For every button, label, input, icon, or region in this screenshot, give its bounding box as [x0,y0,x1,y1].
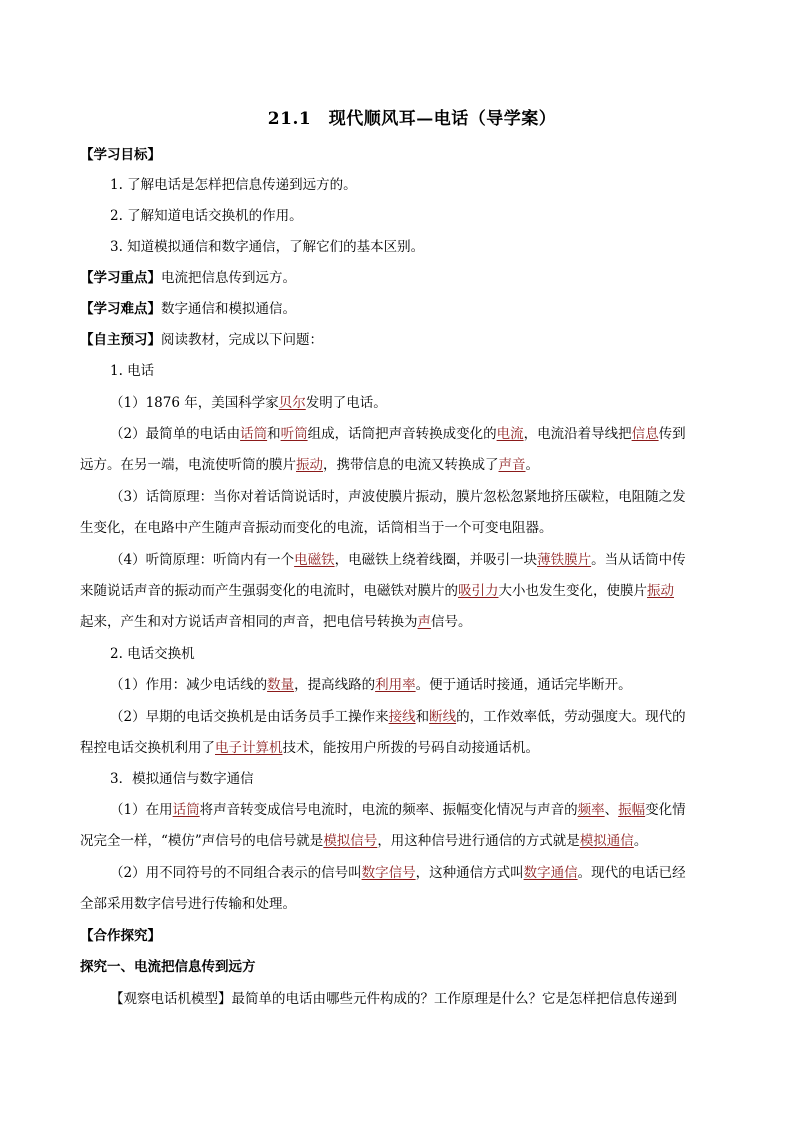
text-run: （1）1876 年，美国科学家 [110,395,279,411]
paragraph-line [110,863,686,883]
paragraph-line: 生变化，在电路中产生随声音振动而变化的电流，话筒相当于一个可变电阻器。 [80,520,553,536]
text-run: （1）作用：减少电话线的 [110,677,268,693]
answer-text: 断线 [429,709,457,725]
text-run: 况完全一样，“模仿”声信号的电信号就是 [80,833,324,849]
answer-text: 贝尔 [278,395,306,411]
text-run: （4）听筒原理：听筒内有一个 [110,552,295,568]
text-run: ，这种通信方式叫 [415,865,524,881]
answer-text: 频率 [577,802,605,818]
text-run: 。当从话筒中传 [591,552,686,568]
text-run: （2）早期的电话交换机是由话务员手工操作来 [110,709,389,725]
answer-text: 振幅 [618,802,646,818]
text-run: 发明了电话。 [305,395,387,411]
answer-text: 模拟信号 [323,833,378,849]
text-run: ，用这种信号进行通信的方式就是 [377,833,580,849]
paragraph-line: （3）话筒原理：当你对着话筒说话时，声波使膜片振动，膜片忽松忽紧地挤压碳粒，电阻随之发 [110,489,686,505]
section-heading: 1. 电话 [110,363,155,379]
text-run: 信号。 [431,614,472,630]
paragraph-line [80,612,472,632]
section-heading: 3．模拟通信与数字通信 [110,771,254,787]
paragraph-line: 全部采用数字信号进行传输和处理。 [80,896,296,912]
paragraph-line [80,831,647,851]
answer-text: 数字通信 [523,865,578,881]
text-run: ，电磁铁上绕着线圈，并吸引一块 [334,552,538,568]
answer-text: 振动 [647,583,674,599]
text-run: 、 [604,802,619,818]
text-run: 起来，产生和对方说话声音相同的声音，把电信号转换为 [80,614,418,630]
text-run: ，提高线路的 [294,677,376,693]
answer-text: 话筒 [172,802,200,818]
preview-label: 【自主预习】 [80,332,161,348]
text-run: 大小也发生变化，使膜片 [498,583,647,599]
paragraph-line [110,424,686,444]
text-run: 。 [525,457,539,473]
question-line [110,989,677,1009]
text-run: 将声音转变成信号电流时，电流的频率、振幅变化情况与声音的 [199,802,578,818]
text-run: （2）最简单的电话由 [110,426,241,442]
answer-text: 吸引力 [458,583,499,599]
difficulty-text: 数字通信和模拟通信。 [161,301,296,317]
difficulty-label: 【学习难点】 [80,301,161,317]
answer-text: 电流 [496,426,524,442]
paragraph-line [80,738,539,758]
objectives-heading: 【学习目标】 [80,147,161,163]
answer-text: 利用率 [375,677,416,693]
section-heading: 2. 电话交换机 [110,646,195,662]
text-run: 和 [415,709,430,725]
objective-item: 1. 了解电话是怎样把信息传递到远方的。 [110,177,357,193]
text-run: 和 [267,426,281,442]
text-run: 传到 [658,426,686,442]
text-run: 组成，话筒把声音转换成变化的 [307,426,497,442]
answer-text: 薄铁膜片 [537,552,592,568]
paragraph-line [80,455,539,475]
key-point-text: 电流把信息传到远方。 [161,270,296,286]
text-run: ，电流沿着导线把 [523,426,632,442]
page-title: 21.1 现代顺风耳—电话（导学案） [267,109,557,129]
text-run: （2）用不同符号的不同组合表示的信号叫 [110,865,362,881]
paragraph-line [110,675,632,695]
text-run: ，携带信息的电流又转换成了 [323,457,499,473]
preview-line [80,330,323,350]
text-run: 的，工作效率低，劳动强度大。现代的 [456,709,686,725]
answer-text: 模拟通信 [579,833,634,849]
text-run: 程控电话交换机利用了 [80,740,215,756]
question-text: 最简单的电话由哪些元件构成的？工作原理是什么？它是怎样把信息传递到 [231,991,677,1007]
answer-text: 听筒 [280,426,308,442]
difficulty-line [80,299,296,319]
paragraph-line [80,581,674,601]
objective-item: 2. 了解知道电话交换机的作用。 [110,208,303,224]
text-run: 技术，能按用户所拨的号码自动接通话机。 [282,740,539,756]
paragraph-line [110,393,387,413]
objective-item: 3. 知道模拟通信和数字通信，了解它们的基本区别。 [110,239,425,255]
answer-text: 声 [417,614,431,630]
answer-text: 信息 [631,426,659,442]
answer-text: 数量 [267,677,295,693]
paragraph-line [110,707,686,727]
key-point-label: 【学习重点】 [80,270,161,286]
text-run: 来随说话声音的振动而产生强弱变化的电流时，电磁铁对膜片的 [80,583,458,599]
question-label: 【观察电话机模型】 [110,991,232,1007]
preview-text: 阅读教材，完成以下问题： [161,332,323,348]
text-run: 。 [633,833,648,849]
answer-text: 电子计算机 [215,740,283,756]
text-run: 远方。在另一端，电流使听筒的膜片 [80,457,296,473]
paragraph-line [110,800,686,820]
text-run: 变化情 [645,802,686,818]
answer-text: 接线 [388,709,416,725]
answer-text: 话筒 [240,426,268,442]
answer-text: 振动 [296,457,323,473]
answer-text: 数字信号 [361,865,416,881]
text-run: 。便于通话时接通，通话完毕断开。 [415,677,632,693]
text-run: 。现代的电话已经 [577,865,686,881]
exploration-heading: 探究一、电流把信息传到远方 [80,959,256,975]
cooperation-heading: 【合作探究】 [80,928,161,944]
answer-text: 声音 [498,457,526,473]
key-point-line [80,268,296,288]
text-run: （1）在用 [110,802,173,818]
paragraph-line [110,550,686,570]
answer-text: 电磁铁 [294,552,335,568]
